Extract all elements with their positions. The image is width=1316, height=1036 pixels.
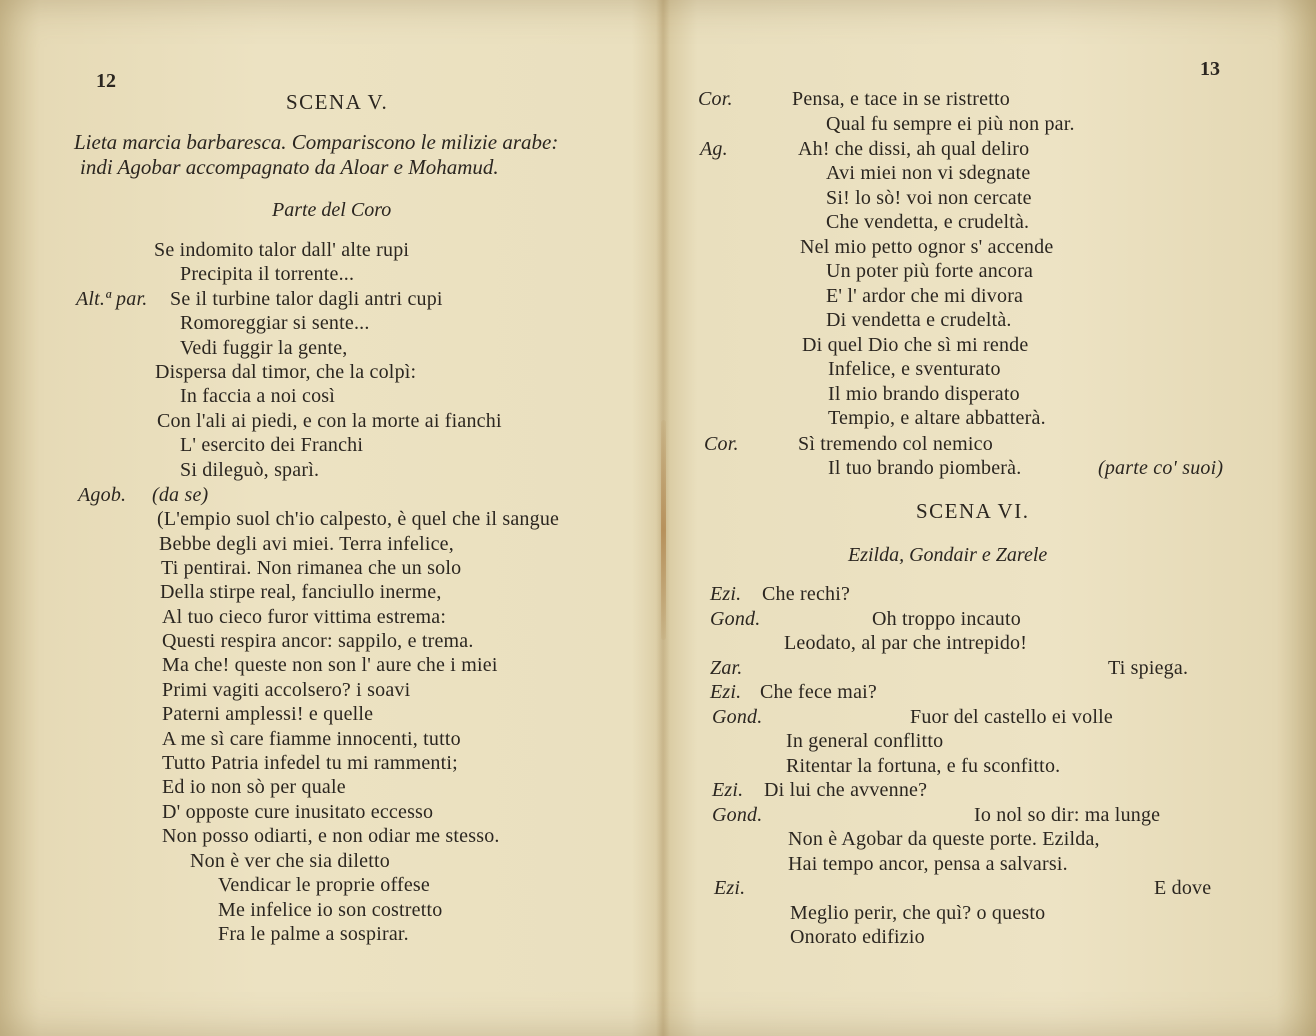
verse-line: Meglio perir, che quì? o questo xyxy=(790,902,1046,924)
verse-line: Vedi fuggir la gente, xyxy=(180,337,348,359)
verse-line: Ed io non sò per quale xyxy=(162,776,346,798)
verse-line: Della stirpe real, fanciullo inerme, xyxy=(160,581,442,603)
verse-line: Io nol so dir: ma lunge xyxy=(974,804,1161,826)
scene-title: SCENA VI. xyxy=(916,499,1030,523)
verse-line: Che vendetta, e crudeltà. xyxy=(826,211,1030,233)
verse-line: Primi vagiti accolsero? i soavi xyxy=(162,679,411,701)
speaker-label: Gond. xyxy=(710,608,761,630)
verse-line: Se il turbine talor dagli antri cupi xyxy=(170,288,443,310)
verse-line: Onorato edifizio xyxy=(790,926,925,948)
verse-line: Non è Agobar da queste porte. Ezilda, xyxy=(788,828,1100,850)
verse-line: Ritentar la fortuna, e fu sconfitto. xyxy=(786,755,1061,777)
verse-line: Dispersa dal timor, che la colpì: xyxy=(155,361,417,383)
verse-line: Leodato, al par che intrepido! xyxy=(784,632,1028,654)
verse-line: Fra le palme a sospirar. xyxy=(218,923,409,945)
verse-line: Non posso odiarti, e non odiar me stesso. xyxy=(162,825,500,847)
verse-line: Non è ver che sia diletto xyxy=(190,850,390,872)
verse-line: (L'empio suol ch'io calpesto, è quel che il sangue xyxy=(157,508,560,530)
verse-line: Ah! che dissi, ah qual deliro xyxy=(798,138,1030,160)
stage-direction: Lieta marcia barbaresca. Compariscono le milizie arabe: xyxy=(74,130,559,154)
verse-line: Ti spiega. xyxy=(1108,657,1189,679)
speaker-label: Ezi. xyxy=(710,681,742,703)
scene-title: SCENA V. xyxy=(286,90,389,114)
speaker-label: Cor. xyxy=(704,433,739,455)
speaker-label: Zar. xyxy=(710,657,743,679)
verse-line: Di quel Dio che sì mi rende xyxy=(802,334,1029,356)
chorus-heading: Parte del Coro xyxy=(272,199,392,221)
verse-line: E' l' ardor che mi divora xyxy=(826,285,1024,307)
verse-line: Che rechi? xyxy=(762,583,851,605)
character-list: Ezilda, Gondair e Zarele xyxy=(848,544,1048,566)
verse-line: In general conflitto xyxy=(786,730,944,752)
verse-line: Paterni amplessi! e quelle xyxy=(162,703,374,725)
page-number: 12 xyxy=(96,70,116,92)
speaker-label: Agob. xyxy=(78,484,127,506)
verse-line: Tempio, e altare abbatterà. xyxy=(828,407,1046,429)
verse-line: Romoreggiar si sente... xyxy=(180,312,370,334)
verse-line: Il tuo brando piomberà. xyxy=(828,457,1022,479)
verse-line: Precipita il torrente... xyxy=(180,263,355,285)
speaker-label: Ezi. xyxy=(710,583,742,605)
verse-line: Pensa, e tace in se ristretto xyxy=(792,88,1010,110)
verse-line: Al tuo cieco furor vittima estrema: xyxy=(162,606,447,628)
verse-line: Si! lo sò! voi non cercate xyxy=(826,187,1032,209)
right-page xyxy=(670,0,1316,1036)
verse-line: Infelice, e sventurato xyxy=(828,358,1001,380)
verse-line: L' esercito dei Franchi xyxy=(180,434,364,456)
verse-line: Me infelice io son costretto xyxy=(218,899,443,921)
verse-line: E dove xyxy=(1154,877,1212,899)
verse-line: In faccia a noi così xyxy=(180,385,336,407)
speaker-label: Alt.ª par. xyxy=(76,288,148,310)
verse-line: Ma che! queste non son l' aure che i miei xyxy=(162,654,498,676)
verse-line: Oh troppo incauto xyxy=(872,608,1021,630)
verse-line: Vendicar le proprie offese xyxy=(218,874,430,896)
verse-line: Bebbe degli avi miei. Terra infelice, xyxy=(159,533,454,555)
speaker-label: Ag. xyxy=(700,138,728,160)
stage-direction: indi Agobar accompagnato da Aloar e Mohamud. xyxy=(80,155,499,179)
verse-line: Il mio brando disperato xyxy=(828,383,1020,405)
verse-line: A me sì care fiamme innocenti, tutto xyxy=(162,728,461,750)
verse-line: Fuor del castello ei volle xyxy=(910,706,1113,728)
verse-line: Hai tempo ancor, pensa a salvarsi. xyxy=(788,853,1068,875)
verse-line: Si dileguò, sparì. xyxy=(180,459,320,481)
verse-line: Tutto Patria infedel tu mi rammenti; xyxy=(162,752,458,774)
verse-line: D' opposte cure inusitato eccesso xyxy=(162,801,434,823)
verse-line: Di lui che avvenne? xyxy=(764,779,928,801)
speaker-label: Gond. xyxy=(712,706,763,728)
verse-line: Qual fu sempre ei più non par. xyxy=(826,113,1075,135)
paper-stain xyxy=(661,420,666,640)
verse-line: Un poter più forte ancora xyxy=(826,260,1034,282)
speaker-label: Gond. xyxy=(712,804,763,826)
verse-line: Se indomito talor dall' alte rupi xyxy=(154,239,410,261)
verse-line: Avi miei non vi sdegnate xyxy=(826,162,1031,184)
verse-line: Con l'ali ai piedi, e con la morte ai fianchi xyxy=(157,410,502,432)
page-number: 13 xyxy=(1200,58,1220,80)
verse-line: Questi respira ancor: sappilo, e trema. xyxy=(162,630,474,652)
speaker-label: Ezi. xyxy=(714,877,746,899)
verse-line: Ti pentirai. Non rimanea che un solo xyxy=(161,557,462,579)
stage-aside: (da se) xyxy=(152,484,209,506)
verse-line: Di vendetta e crudeltà. xyxy=(826,309,1012,331)
stage-aside: (parte co' suoi) xyxy=(1098,457,1224,479)
speaker-label: Cor. xyxy=(698,88,733,110)
verse-line: Che fece mai? xyxy=(760,681,877,703)
verse-line: Sì tremendo col nemico xyxy=(798,433,993,455)
speaker-label: Ezi. xyxy=(712,779,744,801)
verse-line: Nel mio petto ognor s' accende xyxy=(800,236,1054,258)
